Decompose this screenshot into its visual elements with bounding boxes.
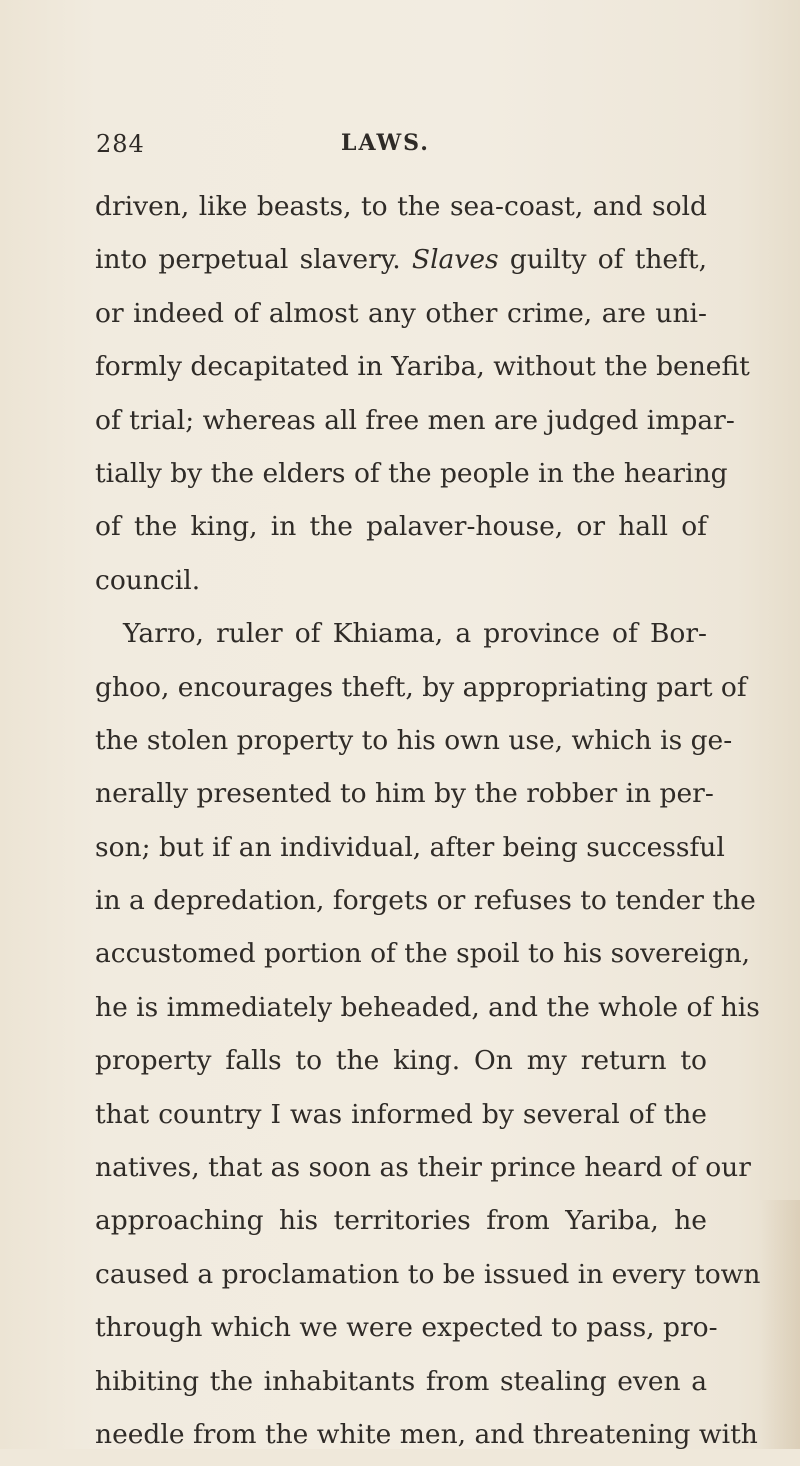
text-line: hibiting the inhabitants from stealing even a	[95, 1365, 707, 1397]
text-line: council.	[95, 564, 201, 596]
text-line: approaching his territories from Yariba, he	[95, 1205, 707, 1237]
text-line: natives, that as soon as their prince heard of our	[95, 1152, 751, 1184]
text-line: formly decapitated in Yariba, without the benefit	[95, 351, 750, 383]
text-line: the stolen property to his own use, which is ge-	[95, 724, 733, 756]
italic-word: Slaves	[411, 244, 499, 276]
page-number: 284	[96, 130, 145, 158]
text-line: of trial; whereas all free men are judged impar-	[95, 404, 735, 436]
text-line: into perpetual slavery. Slaves guilty of theft,	[95, 244, 707, 276]
text-line: caused a proclamation to be issued in every town	[95, 1258, 761, 1290]
text-line: son; but if an individual, after being successful	[95, 831, 725, 863]
text-line: accustomed portion of the spoil to his sovereign,	[95, 938, 751, 970]
text-line: through which we were expected to pass, pro-	[95, 1312, 718, 1344]
page-edge-shading	[760, 1200, 800, 1449]
running-head: LAWS.	[341, 130, 430, 156]
body-text	[95, 185, 761, 1466]
text-line: Yarro, ruler of Khiama, a province of Bor-	[123, 618, 707, 650]
text-line: nerally presented to him by the robber in per-	[95, 778, 714, 810]
text-line: or indeed of almost any other crime, are uni-	[95, 297, 707, 329]
text-line: tially by the elders of the people in the hearing	[95, 457, 728, 489]
text-line: he is immediately beheaded, and the whole of his	[95, 991, 760, 1023]
page-header	[96, 130, 716, 166]
text-line: needle from the white men, and threatening with	[95, 1418, 758, 1450]
text-line: property falls to the king. On my return to	[95, 1045, 707, 1077]
text-line: that country I was informed by several of the	[95, 1098, 707, 1130]
text-line: of the king, in the palaver-house, or hall of	[95, 511, 707, 543]
text-line: ghoo, encourages theft, by appropriating part of	[95, 671, 747, 703]
text-line: driven, like beasts, to the sea-coast, and sold	[95, 191, 707, 222]
text-line: in a depredation, forgets or refuses to tender the	[95, 885, 756, 917]
